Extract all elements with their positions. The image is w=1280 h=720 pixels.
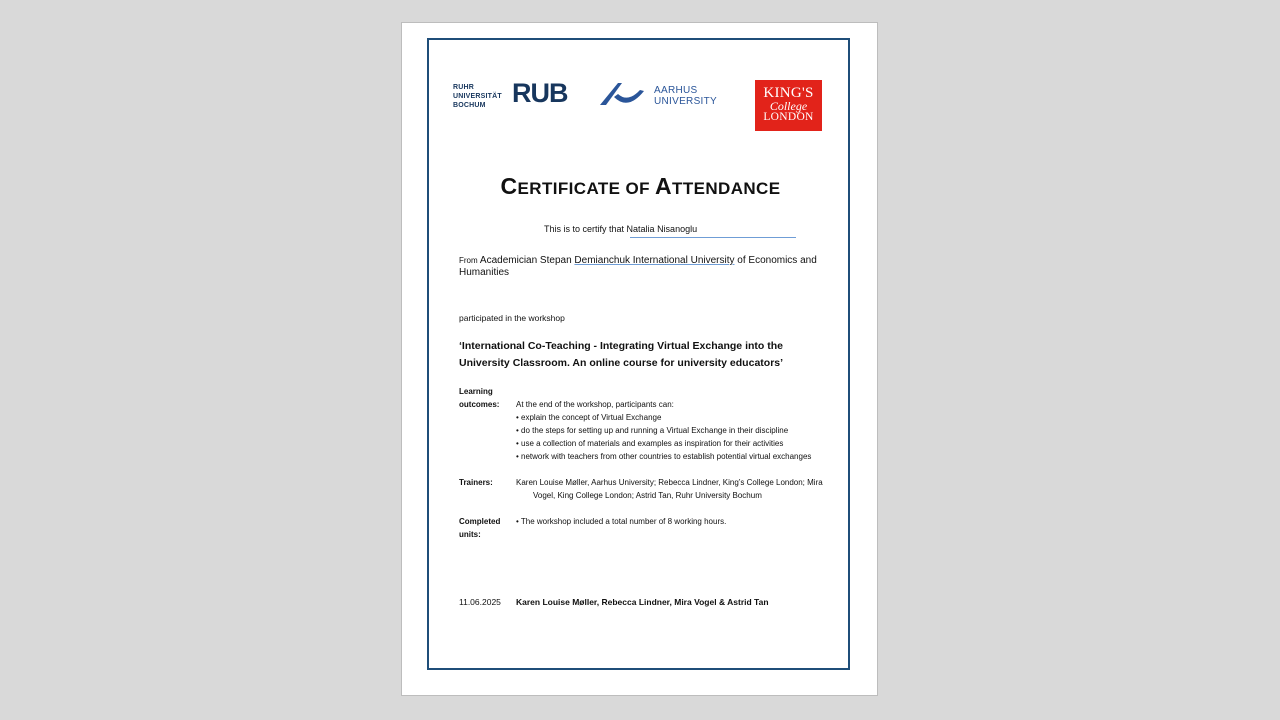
learning-outcomes-label: Learning outcomes: bbox=[459, 387, 500, 409]
rub-logo-text: RUHR UNIVERSITÄT BOCHUM bbox=[453, 84, 502, 109]
list-item: • explain the concept of Virtual Exchange bbox=[516, 413, 662, 422]
recipient-name: Natalia Nisanoglu bbox=[626, 224, 698, 234]
learning-outcomes-list: At the end of the workshop, participants can: • explain the concept of Virtual Exchange • do the steps for setting up and running a Virtual Exchange in their discipline • use a collection of materials and examples as inspiration for their activities • network with teachers from other countries to establish potential virtual exchanges bbox=[516, 398, 836, 463]
list-item: • network with teachers from other countries to establish potential virtual exchanges bbox=[516, 452, 812, 461]
kings-college-logo: KING'S College LONDON bbox=[755, 80, 822, 131]
list-item: • use a collection of materials and examples as inspiration for their activities bbox=[516, 439, 784, 448]
aarhus-logo-icon bbox=[598, 81, 646, 112]
aarhus-logo-text: AARHUS UNIVERSITY bbox=[654, 85, 718, 107]
trainers-label: Trainers: bbox=[459, 478, 493, 487]
rub-logo: RUB bbox=[512, 78, 568, 108]
certificate-date: 11.06.2025 bbox=[459, 597, 501, 607]
trainers-list: Karen Louise Møller, Aarhus University; Rebecca Lindner, King’s College London; Mira Vogel, King College London; Astrid Tan, Ruhr University Bochum bbox=[516, 478, 823, 500]
certificate-title: CERTIFICATE OF ATTENDANCE bbox=[500, 173, 781, 199]
participated-text: participated in the workshop bbox=[459, 313, 565, 323]
certify-statement: This is to certify that Natalia Nisanoglu bbox=[544, 224, 698, 234]
completed-units-text: • The workshop included a total number of 8 working hours. bbox=[516, 517, 727, 526]
workshop-title: ‘International Co-Teaching - Integrating Virtual Exchange into the University Classroom. An online course for university educators’ bbox=[459, 340, 784, 369]
from-institution: From Academician Stepan Demianchuk International University of Economics and Humanities bbox=[459, 255, 817, 278]
list-item: • do the steps for setting up and running a Virtual Exchange in their discipline bbox=[516, 426, 789, 435]
name-underline bbox=[630, 237, 796, 238]
completed-units-label: Completed units: bbox=[459, 517, 501, 539]
signers: Karen Louise Møller, Rebecca Lindner, Mira Vogel & Astrid Tan bbox=[516, 597, 769, 607]
certificate-page bbox=[401, 22, 878, 696]
